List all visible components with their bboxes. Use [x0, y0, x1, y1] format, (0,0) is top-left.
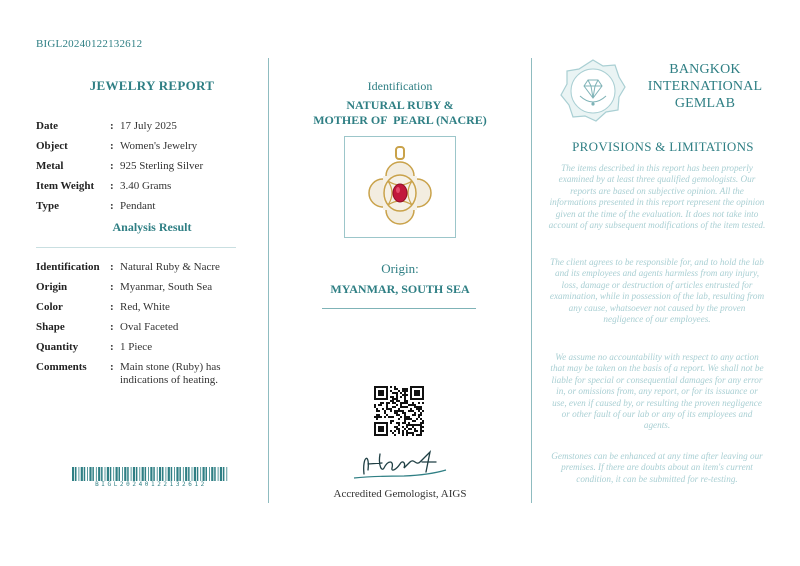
lab-name — [640, 61, 770, 112]
analysis-label: Comments — [36, 361, 87, 373]
colon: : — [110, 120, 114, 132]
report-number: BIGL20240122132612 — [36, 38, 143, 50]
detail-value: 925 Sterling Silver — [120, 160, 204, 172]
report-title: JEWELRY REPORT — [89, 78, 215, 93]
colon: : — [110, 361, 114, 373]
colon: : — [110, 321, 114, 333]
detail-value: Women's Jewelry — [120, 140, 198, 152]
identification-value-line1: NATURAL RUBY & — [346, 98, 454, 112]
panel-divider-left — [268, 58, 269, 503]
qr-code-image — [374, 386, 424, 436]
colon: : — [110, 281, 114, 293]
origin-underline — [322, 308, 476, 309]
origin-label: Origin: — [381, 261, 419, 276]
detail-label: Item Weight — [36, 180, 95, 192]
detail-label: Object — [36, 140, 68, 152]
colon: : — [110, 180, 114, 192]
detail-value: 17 July 2025 — [120, 120, 177, 132]
colon: : — [110, 140, 114, 152]
analysis-value: Oval Faceted — [120, 321, 179, 333]
detail-label: Metal — [36, 160, 64, 172]
gemologist-title: Accredited Gemologist, AIGS — [333, 488, 467, 500]
colon: : — [110, 341, 114, 353]
detail-value: 3.40 Grams — [120, 180, 172, 192]
analysis-value: Main stone (Ruby) has indications of heating. — [120, 361, 221, 386]
colon: : — [110, 200, 114, 212]
origin-value: MYANMAR, SOUTH SEA — [330, 282, 470, 296]
jewelry-photo — [344, 136, 456, 238]
colon: : — [110, 261, 114, 273]
barcode-number: BIGL20240122132612 — [95, 481, 207, 488]
section-divider — [36, 247, 236, 248]
ruby-pendant-image — [345, 137, 455, 237]
identification-label: Identification — [367, 79, 433, 93]
analysis-value: Red, White — [120, 301, 170, 313]
analysis-label: Quantity — [36, 341, 79, 353]
detail-label: Type — [36, 200, 60, 212]
provisions-paragraph-4: Gemstones can be enhanced at any time after leaving our premises. If there are doubts about an item's current condition, it can be submitted for re-testing. — [551, 451, 763, 484]
identification-value — [272, 98, 528, 128]
provisions-heading: PROVISIONS & LIMITATIONS — [572, 139, 754, 154]
analysis-label: Shape — [36, 321, 65, 333]
lab-name-line1: BANGKOK — [669, 62, 741, 77]
analysis-label: Origin — [36, 281, 68, 293]
provisions-paragraph-2: The client agrees to be responsible for, and to hold the lab and its employees and agents harmless from any injury, loss, damage or destruction of articles entrusted for examination, while in possession of the lab, resulting from any cause, whatsoever not caused by the proven negligence of our employees. — [549, 257, 765, 325]
analysis-label: Identification — [36, 261, 100, 273]
barcode-image — [72, 467, 230, 481]
analysis-value: 1 Piece — [120, 341, 153, 353]
signature-image — [344, 446, 456, 486]
lab-name-line3: GEMLAB — [674, 96, 736, 111]
colon: : — [110, 160, 114, 172]
analysis-label: Color — [36, 301, 63, 313]
detail-label: Date — [36, 120, 58, 132]
detail-value: Pendant — [120, 200, 156, 212]
provisions-paragraph-1: The items described in this report has been properly examined by at least three qualified gemologists. Our reports are based on subjective opinion. All the informations presented in this report represent the opinion given at the time of the evaluation. It does not take into account of any subsequent modifications of the item tested. — [548, 163, 766, 231]
analysis-value: Myanmar, South Sea — [120, 281, 213, 293]
analysis-value: Natural Ruby & Nacre — [120, 261, 220, 273]
analysis-result-heading: Analysis Result — [112, 220, 192, 234]
lab-logo-icon — [558, 56, 628, 126]
colon: : — [110, 301, 114, 313]
lab-name-line2: INTERNATIONAL — [647, 79, 763, 94]
panel-divider-right — [531, 58, 532, 503]
provisions-paragraph-3: We assume no accountability with respect to any action that may be taken on the basis of a report. We shall not be liable for special or consequential damages for any error in, or omissions from, any report, or for its issuance or use, even if caused by, or resulting the proven negligence or other fault of our lab or any of its employees and agents. — [550, 352, 764, 431]
identification-value-line2: MOTHER OF PEARL (NACRE) — [313, 113, 487, 127]
